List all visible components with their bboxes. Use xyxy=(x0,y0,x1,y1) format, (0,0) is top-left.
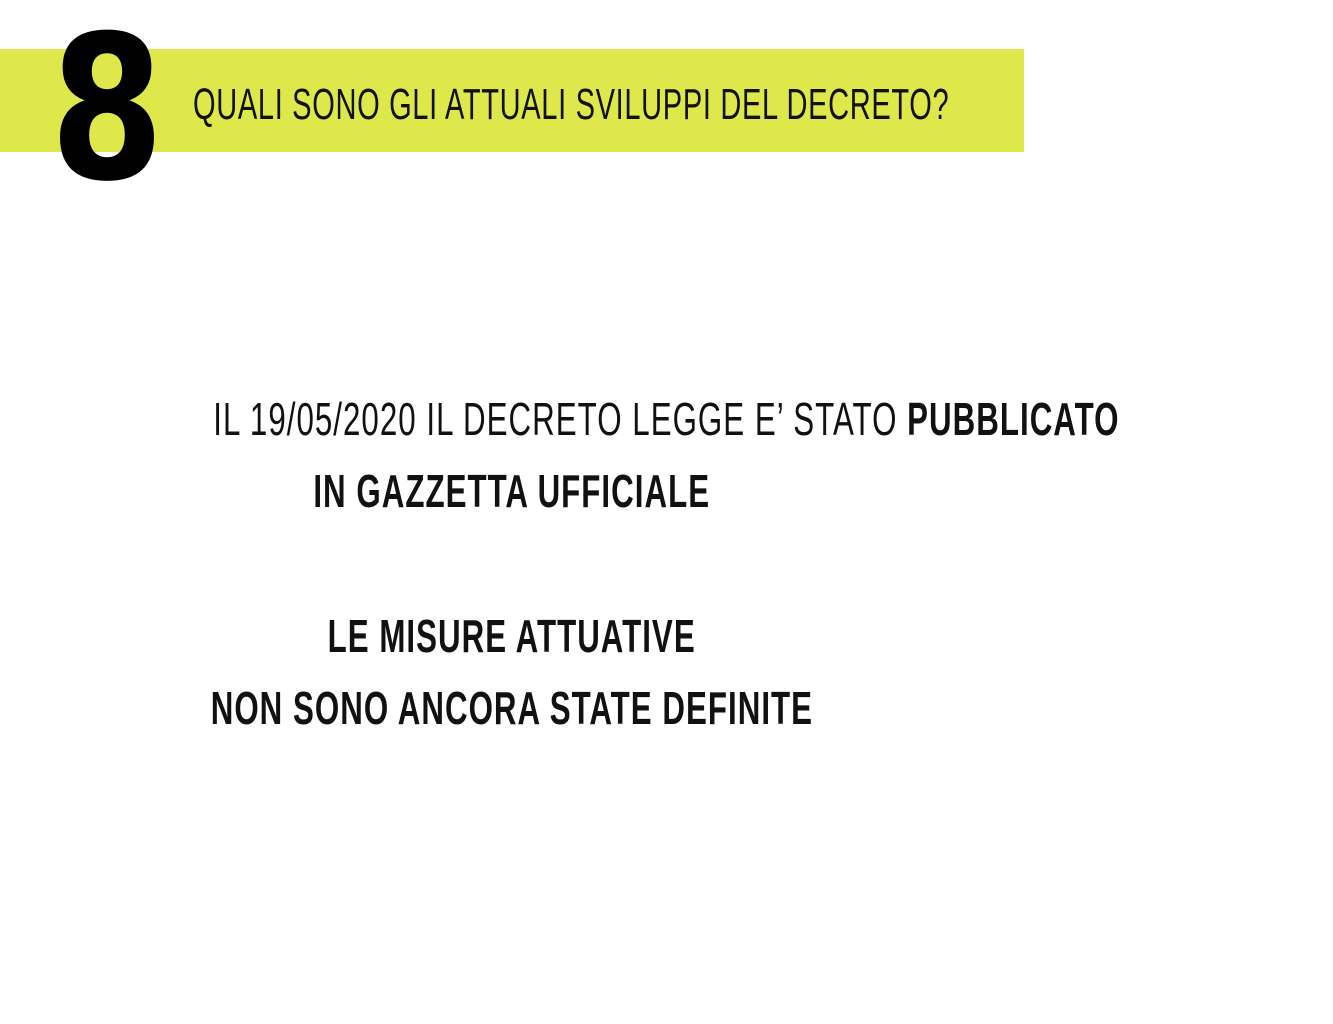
slide-number: 8 xyxy=(50,0,161,226)
publication-sentence xyxy=(213,395,1119,443)
body-line-3 xyxy=(0,612,1024,660)
body-line-4 xyxy=(0,684,1024,732)
misure-attuative-text: LE MISURE ATTUATIVE xyxy=(327,610,697,662)
publication-sentence-bold: PUBBLICATO xyxy=(907,393,1120,445)
header-question: QUALI SONO GLI ATTUALI SVILUPPI DEL DECRETO? xyxy=(193,80,950,129)
body-line-2 xyxy=(0,467,1024,515)
publication-sentence-regular: IL 19/05/2020 IL DECRETO LEGGE E’ STATO xyxy=(213,393,908,445)
non-definite-text: NON SONO ANCORA STATE DEFINITE xyxy=(210,682,814,734)
body-line-1 xyxy=(0,393,1120,445)
gazzetta-ufficiale-text: IN GAZZETTA UFFICIALE xyxy=(313,465,711,517)
